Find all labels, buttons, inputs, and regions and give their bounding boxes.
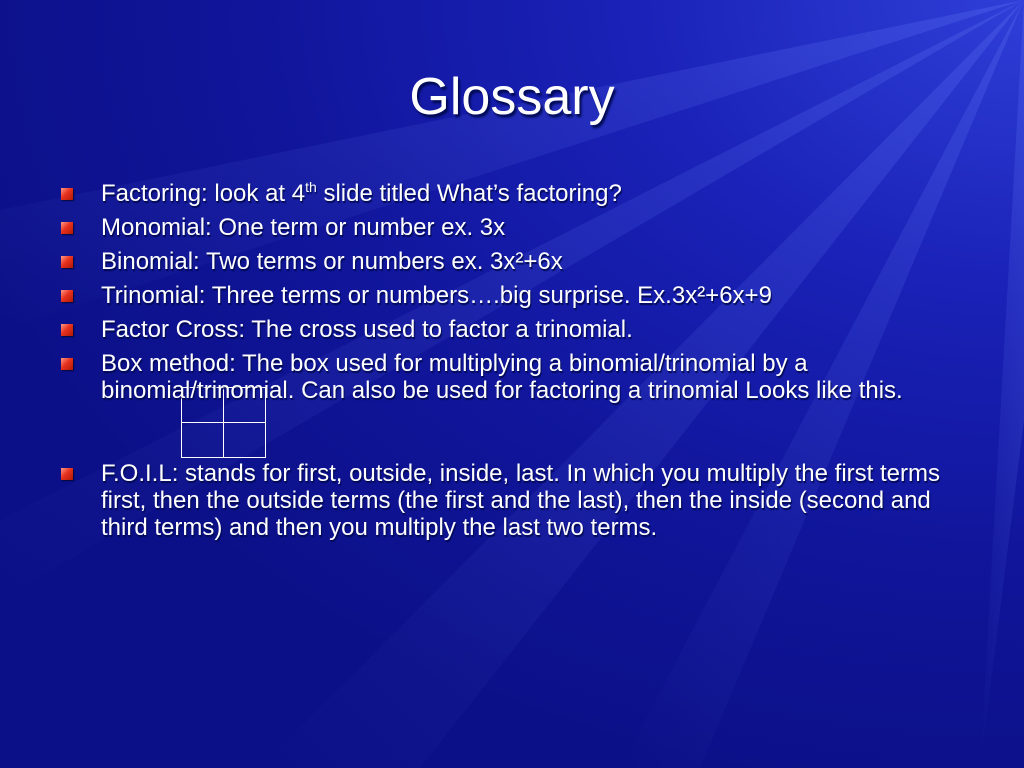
glossary-item-factoring xyxy=(60,180,970,207)
bullet-square-icon xyxy=(61,358,73,370)
bullet-square-icon xyxy=(61,468,73,480)
item-text: Monomial: One term or number ex. 3x xyxy=(101,214,506,241)
superscript: th xyxy=(305,179,317,195)
bullet-square-icon xyxy=(61,256,73,268)
item-text: Factor Cross: The cross used to factor a trinomial. xyxy=(101,316,633,343)
grid-cell xyxy=(224,423,266,458)
item-text: slide titled What’s factoring? xyxy=(316,180,622,207)
glossary-item-binomial xyxy=(60,248,970,275)
grid-cell xyxy=(182,423,224,458)
glossary-list xyxy=(60,180,970,548)
item-text: Factoring: look at 4 xyxy=(101,180,306,207)
glossary-item-box-method xyxy=(60,350,970,404)
item-text: Box method: The box used for multiplying a binomial/trinomial by a binomial/trinomial. Can also be used for factoring a trinomial Looks like this. xyxy=(101,350,903,404)
glossary-item-foil xyxy=(60,460,970,541)
glossary-item-trinomial xyxy=(60,282,970,309)
bullet-square-icon xyxy=(61,222,73,234)
bullet-square-icon xyxy=(61,290,73,302)
glossary-item-monomial xyxy=(60,214,970,241)
item-text: Binomial: Two terms or numbers ex. 3x²+6x xyxy=(101,248,563,275)
item-text: F.O.I.L: stands for first, outside, inside, last. In which you multiply the first terms first, then the outside terms (the first and the last), then the inside (second and third terms) and then you multiply the last two terms. xyxy=(101,460,940,541)
slide-title: Glossary xyxy=(409,68,615,126)
glossary-item-factor-cross xyxy=(60,316,970,343)
bullet-square-icon xyxy=(61,188,73,200)
item-text: Trinomial: Three terms or numbers….big surprise. Ex.3x²+6x+9 xyxy=(101,282,772,309)
bullet-square-icon xyxy=(61,324,73,336)
